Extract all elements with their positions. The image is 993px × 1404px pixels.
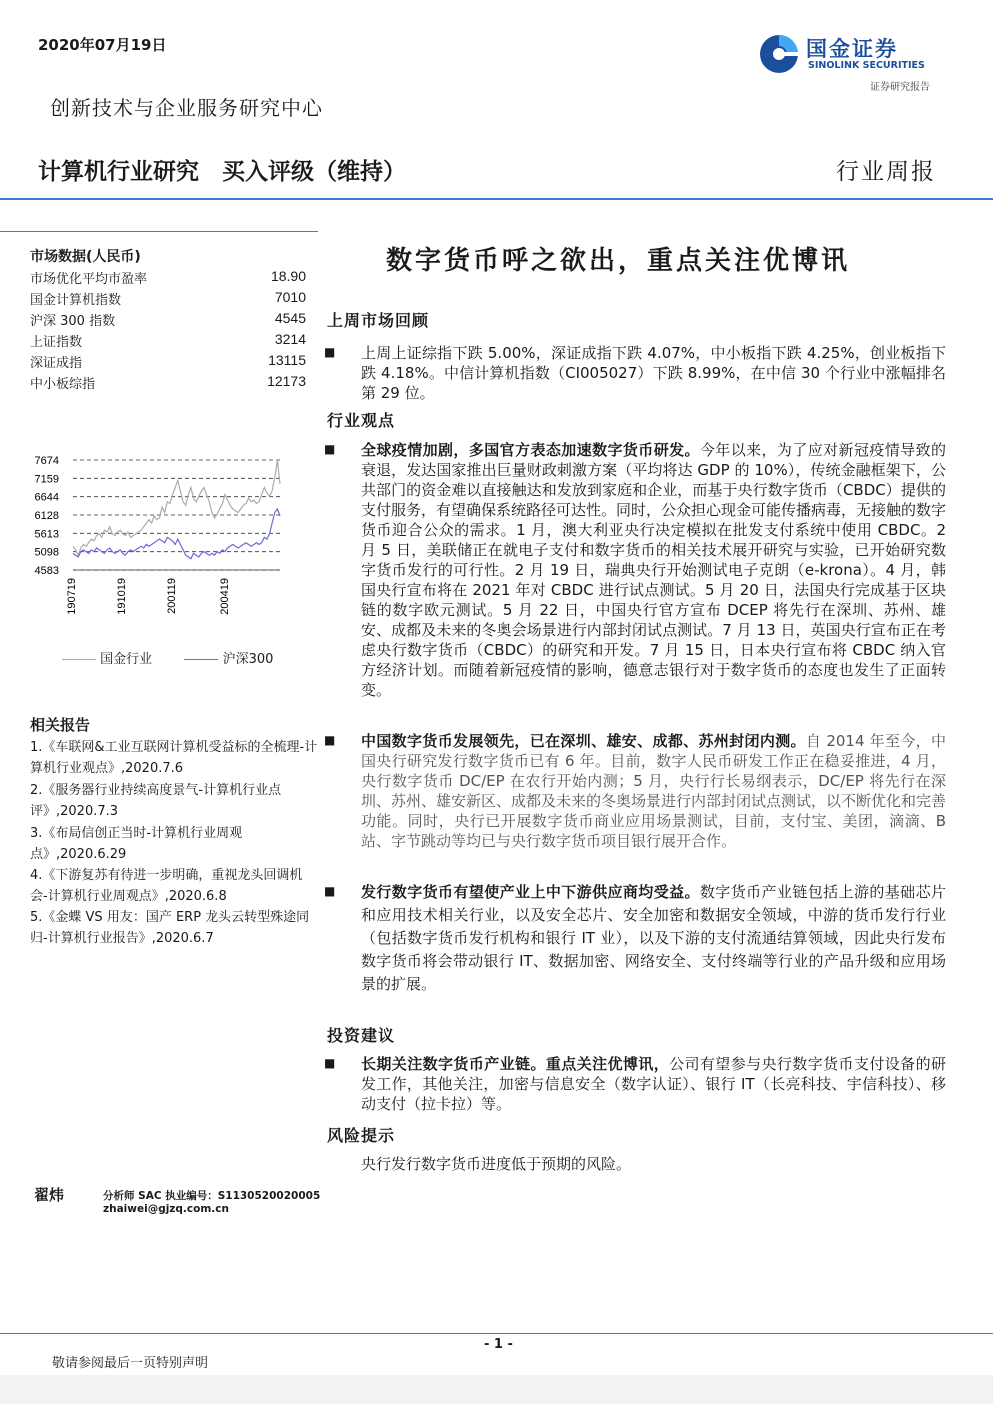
analyst-license: 分析师 SAC 执业编号：S1130520020005 (103, 1190, 321, 1202)
y-tick-label: 6644 (34, 491, 59, 504)
page-number: - 1 - (484, 1337, 513, 1352)
analyst-email[interactable]: zhaiwei@gjzq.com.cn (103, 1203, 229, 1215)
x-tick-label: 200119 (166, 578, 178, 614)
report-date: 2020年07月19日 (38, 36, 167, 54)
y-tick-label: 7159 (34, 473, 59, 486)
analyst-name: 翟炜 (34, 1186, 65, 1204)
market-data-row (30, 331, 306, 352)
market-data-row (30, 289, 306, 310)
investment-paragraph (361, 1054, 946, 1114)
sidebar-divider (0, 231, 318, 232)
related-reports-title: 相关报告 (30, 716, 91, 734)
y-tick-label: 6128 (34, 510, 59, 522)
bullet-icon: ■ (324, 442, 336, 456)
investment-lead: 长期关注数字货币产业链。重点关注优博讯， (361, 1055, 670, 1073)
market-data-label: 上证指数 (30, 335, 83, 350)
related-report-item[interactable]: 3.《布局信创正当时-计算机行业周观点》,2020.6.29 (30, 826, 243, 862)
market-data-value: 13115 (268, 352, 306, 368)
logo-subtitle: 证券研究报告 (870, 82, 930, 93)
bullet-icon: ■ (324, 345, 336, 359)
series-line-hs300 (73, 509, 280, 559)
related-report-item[interactable]: 2.《服务器行业持续高度景气-计算机行业点评》,2020.7.3 (30, 783, 282, 819)
view-2-lead: 中国数字货币发展领先，已在深圳、雄安、成都、苏州封闭内测。 (361, 732, 806, 750)
section-title-market-review: 上周市场回顾 (327, 311, 430, 330)
market-data-value: 12173 (267, 373, 306, 389)
y-tick-label: 4583 (34, 565, 59, 577)
disclaimer-note: 敬请参阅最后一页特别声明 (52, 1356, 209, 1371)
view-1-lead: 全球疫情加剧，多国官方表态加速数字货币研发。 (361, 441, 700, 459)
footer-divider (0, 1333, 993, 1334)
report-type: 行业周报 (836, 159, 936, 185)
market-data-value: 3214 (274, 331, 306, 347)
related-report-item[interactable]: 5.《金蝶 VS 用友：国产 ERP 龙头云转型殊途同归-计算机行业报告》,2020.6.7 (30, 910, 310, 946)
y-tick-label: 5098 (34, 546, 59, 559)
legend-label-hs300: 沪深300 (222, 652, 274, 667)
bullet-icon: ■ (324, 733, 336, 747)
related-report-item[interactable]: 4.《下游复苏有待进一步明确，重视龙头回调机会-计算机行业周观点》,2020.6.8 (30, 868, 303, 904)
market-data-value: 7010 (274, 289, 306, 305)
legend-label-industry: 国金行业 (100, 652, 153, 667)
bullet-icon: ■ (324, 884, 336, 898)
section-title-views: 行业观点 (327, 411, 396, 430)
market-data-label: 市场优化平均市盈率 (30, 272, 148, 287)
view-3-body: 数字货币产业链包括上游的基础芯片和应用技术相关行业，以及安全芯片、安全加密和数据安全领域，中游的货币发行行业（包括数字货币发行机构和银行 IT 业），以及下游的支付流通结算领域，因此央行发布数字货币将会带动银行 IT、数据加密、网络安全、支付终端等行业的产品升级和应用场景的扩展。 (361, 883, 946, 993)
x-tick-label: 191019 (116, 578, 128, 615)
related-report-item[interactable]: 1.《车联网&工业互联网计算机受益标的全梳理-计算机行业观点》,2020.7.6 (30, 740, 318, 776)
market-data-title: 市场数据(人民币) (30, 249, 141, 265)
y-tick-label: 5613 (34, 528, 59, 541)
legend-swatch-hs300 (184, 659, 218, 660)
market-data-row (30, 268, 306, 289)
market-data-label: 中小板综指 (30, 377, 96, 392)
industry-rating-line: 计算机行业研究 买入评级（维持） (38, 159, 406, 185)
market-data-row (30, 310, 306, 331)
view-paragraph-3 (361, 881, 946, 996)
market-data-label: 国金计算机指数 (30, 293, 122, 308)
view-2-body: 自 2014 年至今，中国央行研究发行数字货币已有 6 年。目前，数字人民币研发工作正在稳妥推进，4 月，央行数字货币 DC/EP 在农行开始内测；5 月，央行行长易纲表示，DC/EP 将先行在深圳、苏州、雄安新区、成都及未来的冬奥场景进行内部封闭试点测试，以不断优化和完善功能。同时，央行已开展数字货币商业应用场景测试，目前，支付宝、美团，滴滴、B 站、字节跳动等均已与央行数字货币项目银行展开合作。 (361, 732, 947, 850)
index-comparison-chart (25, 440, 315, 640)
section-title-investment: 投资建议 (327, 1026, 396, 1045)
market-data-label: 沪深 300 指数 (30, 314, 116, 329)
research-center-name: 创新技术与企业服务研究中心 (50, 96, 323, 120)
market-data-row (30, 352, 306, 373)
chart-legend (62, 648, 273, 667)
view-paragraph-1 (361, 440, 946, 700)
y-tick-label: 7674 (34, 455, 59, 467)
market-review-text: 上周上证综指下跌 5.00%，深证成指下跌 4.07%，中小板指下跌 4.25%，创业板指下跌 4.18%。中信计算机指数（CI005027）下跌 8.99%，在中信 30 个行业中涨幅排名第 29 位。 (361, 344, 946, 402)
legend-swatch-industry (62, 659, 96, 660)
market-data-value: 4545 (274, 310, 306, 326)
view-paragraph-2 (361, 731, 946, 851)
section-title-risk: 风险提示 (327, 1126, 396, 1145)
risk-text: 央行发行数字货币进度低于预期的风险。 (361, 1155, 632, 1173)
market-data-row (30, 373, 306, 394)
x-tick-label: 200419 (219, 578, 231, 615)
report-title: 数字货币呼之欲出，重点关注优博讯 (386, 246, 851, 276)
x-tick-label: 190719 (66, 578, 78, 615)
market-data-label: 深证成指 (30, 356, 83, 371)
market-data-value: 18.90 (270, 268, 306, 284)
view-1-body: 今年以来，为了应对新冠疫情导致的衰退，发达国家推出巨量财政刺激方案（平均将达 GDP 的 10%），传统金融框架下，公共部门的资金难以直接触达和发放到家庭和企业，而基于央行数字货币（CBDC）提供的支付服务，有望确保系统路径可达性。同时，公众担心现金可能传播病毒，无接触的数字货币迎合公众的需求。1 月，澳大利亚央行决定模拟在批发支付系统中使用 CBDC。2 月 5 日，美联储正在就电子支付和数字货币的相关技术展开研究与实验，已开始研究数字货币发行的可行性。2 月 19 日，瑞典央行开始测试电子克朗（e-krona）。4 月，韩国央行宣布将在 2021 年对 CBDC 进行试点测试。5 月 20 日，法国央行完成基于区块链的数字欧元测试。5 月 22 日，中国央行官方宣布 DCEP 将先行在深圳、苏州、雄安、成都及未来的冬奥会场景进行内部封闭试点测试。7 月 13 日，英国央行宣布正在考虑央行数字货币（CBDC）的研究和开发。7 月 15 日，日本央行宣布将 CBDC 纳入官方经济计划。而随着新冠疫情的影响，德意志银行对于数字货币的态度也发生了正面转变。 (361, 441, 947, 699)
logo-chinese-text: 国金证券 (806, 37, 898, 61)
logo-english-text: SINOLINK SECURITIES (808, 60, 925, 71)
header-divider (0, 198, 993, 200)
bullet-icon: ■ (324, 1056, 336, 1070)
investment-body: 公司有望参与央行数字货币支付设备的研发工作，其他关注，加密与信息安全（数字认证）、银行 IT（长亮科技、宇信科技）、移动支付（拉卡拉）等。 (361, 1055, 946, 1113)
view-3-lead: 发行数字货币有望使产业上中下游供应商均受益。 (361, 883, 700, 901)
